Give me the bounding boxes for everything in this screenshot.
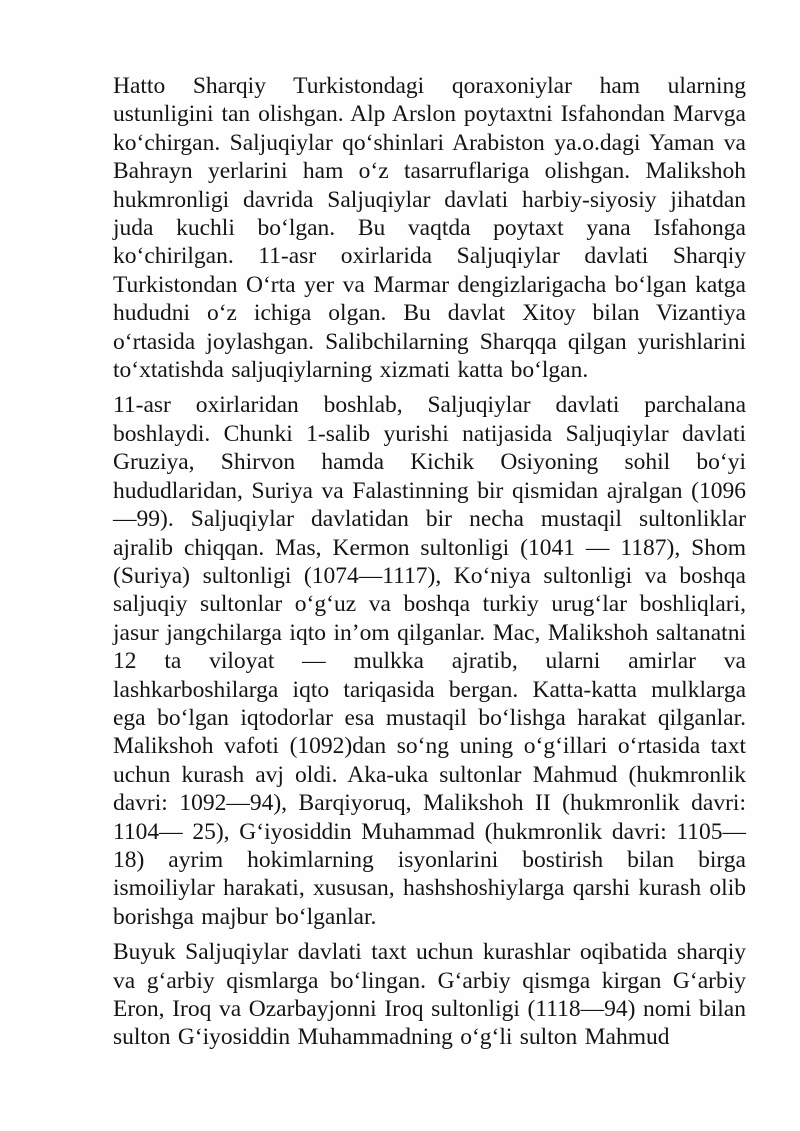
paragraph: Hatto Sharqiy Turkistondagi qoraxoniylar ham ularning ustunligini tan olishgan. Alp Arslon poytaxtni Isfahondan Marvga koʻchirgan. Saljuqiylar qoʻshinlari Arabiston ya.o.dagi Yaman va Bahrayn yerlarini ham oʻz tasarruflariga olishgan. Malikshoh hukmronligi davrida Saljuqiylar davlati harbiy-siyosiy jihatdan juda kuchli boʻlgan. Bu vaqtda poytaxt yana Isfahonga koʻchirilgan. 11-asr oxirlarida Saljuqiylar davlati Sharqiy Turkistondan Oʻrta yer va Marmar dengizlarigacha boʻlgan katga hududni oʻz ichiga olgan. Bu davlat Xitoy bilan Vizantiya oʻrtasida joylashgan. Salibchilarning Sharqqa qilgan yurishlarini toʻxtatishda saljuqiylarning xizmati katta boʻlgan. bbox=[113, 73, 746, 384]
text-block bbox=[113, 72, 746, 1052]
paragraph: Buyuk Saljuqiylar davlati taxt uchun kurashlar oqibatida sharqiy va gʻarbiy qismlarga boʻlingan. Gʻarbiy qismga kirgan Gʻarbiy Eron, Iroq va Ozarbayjonni Iroq sultonligi (1118—94) nomi bilan sulton Gʻiyosiddin Muhammadning oʻgʻli sulton Mahmud bbox=[113, 939, 746, 1051]
paragraph: 11-asr oxirlaridan boshlab, Saljuqiylar davlati parchalana boshlaydi. Chunki 1-salib yurishi natijasida Saljuqiylar davlati Gruziya, Shirvon hamda Kichik Osiyoning sohil boʻyi hududlaridan, Suriya va Falastinning bir qismidan ajralgan (1096—99). Saljuqiylar davlatidan bir necha mustaqil sultonliklar ajralib chiqqan. Mas, Kermon sultonligi (1041 — 1187), Shom (Suriya) sultonligi (1074—1117), Koʻniya sultonligi va boshqa saljuqiy sultonlar oʻgʻuz va boshqa turkiy urugʻlar boshliqlari, jasur jangchilarga iqto in’om qilganlar. Mac, Malikshoh saltanatni 12 ta viloyat — mulkka ajratib, ularni amirlar va lashkarboshilarga iqto tariqasida bergan. Katta-katta mulklarga ega boʻlgan iqtodorlar esa mustaqil boʻlishga harakat qilganlar. Malikshoh vafoti (1092)dan soʻng uning oʻgʻillari oʻrtasida taxt uchun kurash avj oldi. Aka-uka sultonlar Mahmud (hukmronlik davri: 1092—94), Barqiyoruq, Malikshoh II (hukmronlik davri: 1104— 25), Gʻiyosiddin Muhammad (hukmronlik davri: 1105—18) ayrim hokimlarning isyonlarini bostirish bilan birga ismoiliylar harakati, xususan, hashshoshiylarga qarshi kurash olib borishga majbur boʻlganlar. bbox=[113, 392, 746, 930]
